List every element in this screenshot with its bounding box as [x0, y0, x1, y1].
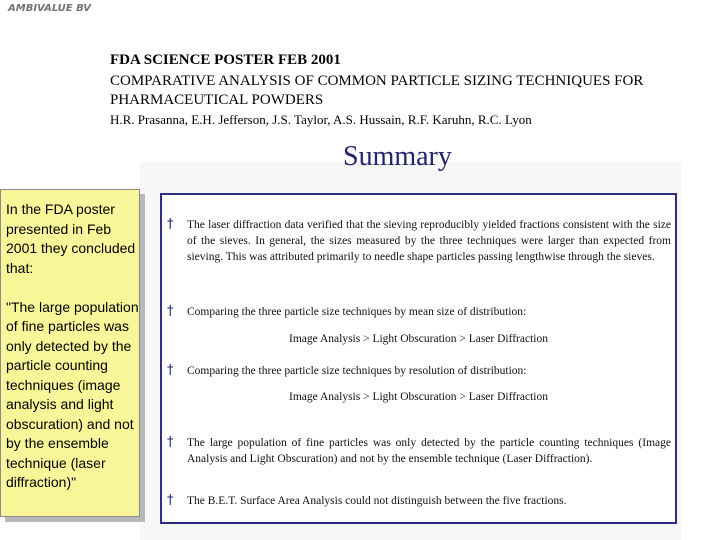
- conclusion-note-box: [0, 189, 140, 517]
- note-intro-text: In the FDA poster presented in Feb 2001 they concluded that:: [6, 201, 136, 276]
- poster-title: FDA SCIENCE POSTER FEB 2001: [110, 52, 341, 68]
- brand-label: AMBIVALUE BV: [8, 3, 92, 14]
- summary-point-4: The large population of fine particles was only detected by the particle counting techniques (Image Analysis and Light Obscuration) and not by the ensemble technique (Laser Diffraction).: [187, 437, 671, 465]
- summary-point-5: The B.E.T. Surface Area Analysis could not distinguish between the five fractions.: [187, 495, 567, 507]
- bullet-icon: †: [167, 304, 174, 319]
- resolution-ranking: Image Analysis > Light Obscuration > Laser Diffraction: [289, 391, 548, 403]
- note-quote-text: "The large population of fine particles was only detected by the particle counting techniques (image analysis and light obscuration) and not by the ensemble technique (laser diffraction)": [6, 298, 139, 490]
- summary-point-1: The laser diffraction data verified that the sieving reproducibly yielded fractions consistent with the size of the sieves. In general, the sizes measured by the three techniques were larger than expected from sieving. This was attributed primarily to needle shape particles passing lengthwise through the sieves.: [187, 219, 671, 263]
- summary-panel: [160, 193, 677, 524]
- summary-point-3: Comparing the three particle size techniques by resolution of distribution:: [187, 365, 527, 377]
- authors-line: H.R. Prasanna, E.H. Jefferson, J.S. Taylor, A.S. Hussain, R.F. Karuhn, R.C. Lyon: [110, 112, 532, 127]
- bullet-icon: †: [167, 217, 174, 232]
- poster-subtitle: COMPARATIVE ANALYSIS OF COMMON PARTICLE SIZING TECHNIQUES FOR PHARMACEUTICAL POWDERS: [110, 73, 644, 108]
- mean-size-ranking: Image Analysis > Light Obscuration > Laser Diffraction: [289, 333, 548, 345]
- bullet-icon: †: [167, 363, 174, 378]
- summary-title: Summary: [343, 141, 452, 172]
- bullet-icon: †: [167, 435, 174, 450]
- summary-point-2: Comparing the three particle size techniques by mean size of distribution:: [187, 306, 527, 318]
- bullet-icon: †: [167, 493, 174, 508]
